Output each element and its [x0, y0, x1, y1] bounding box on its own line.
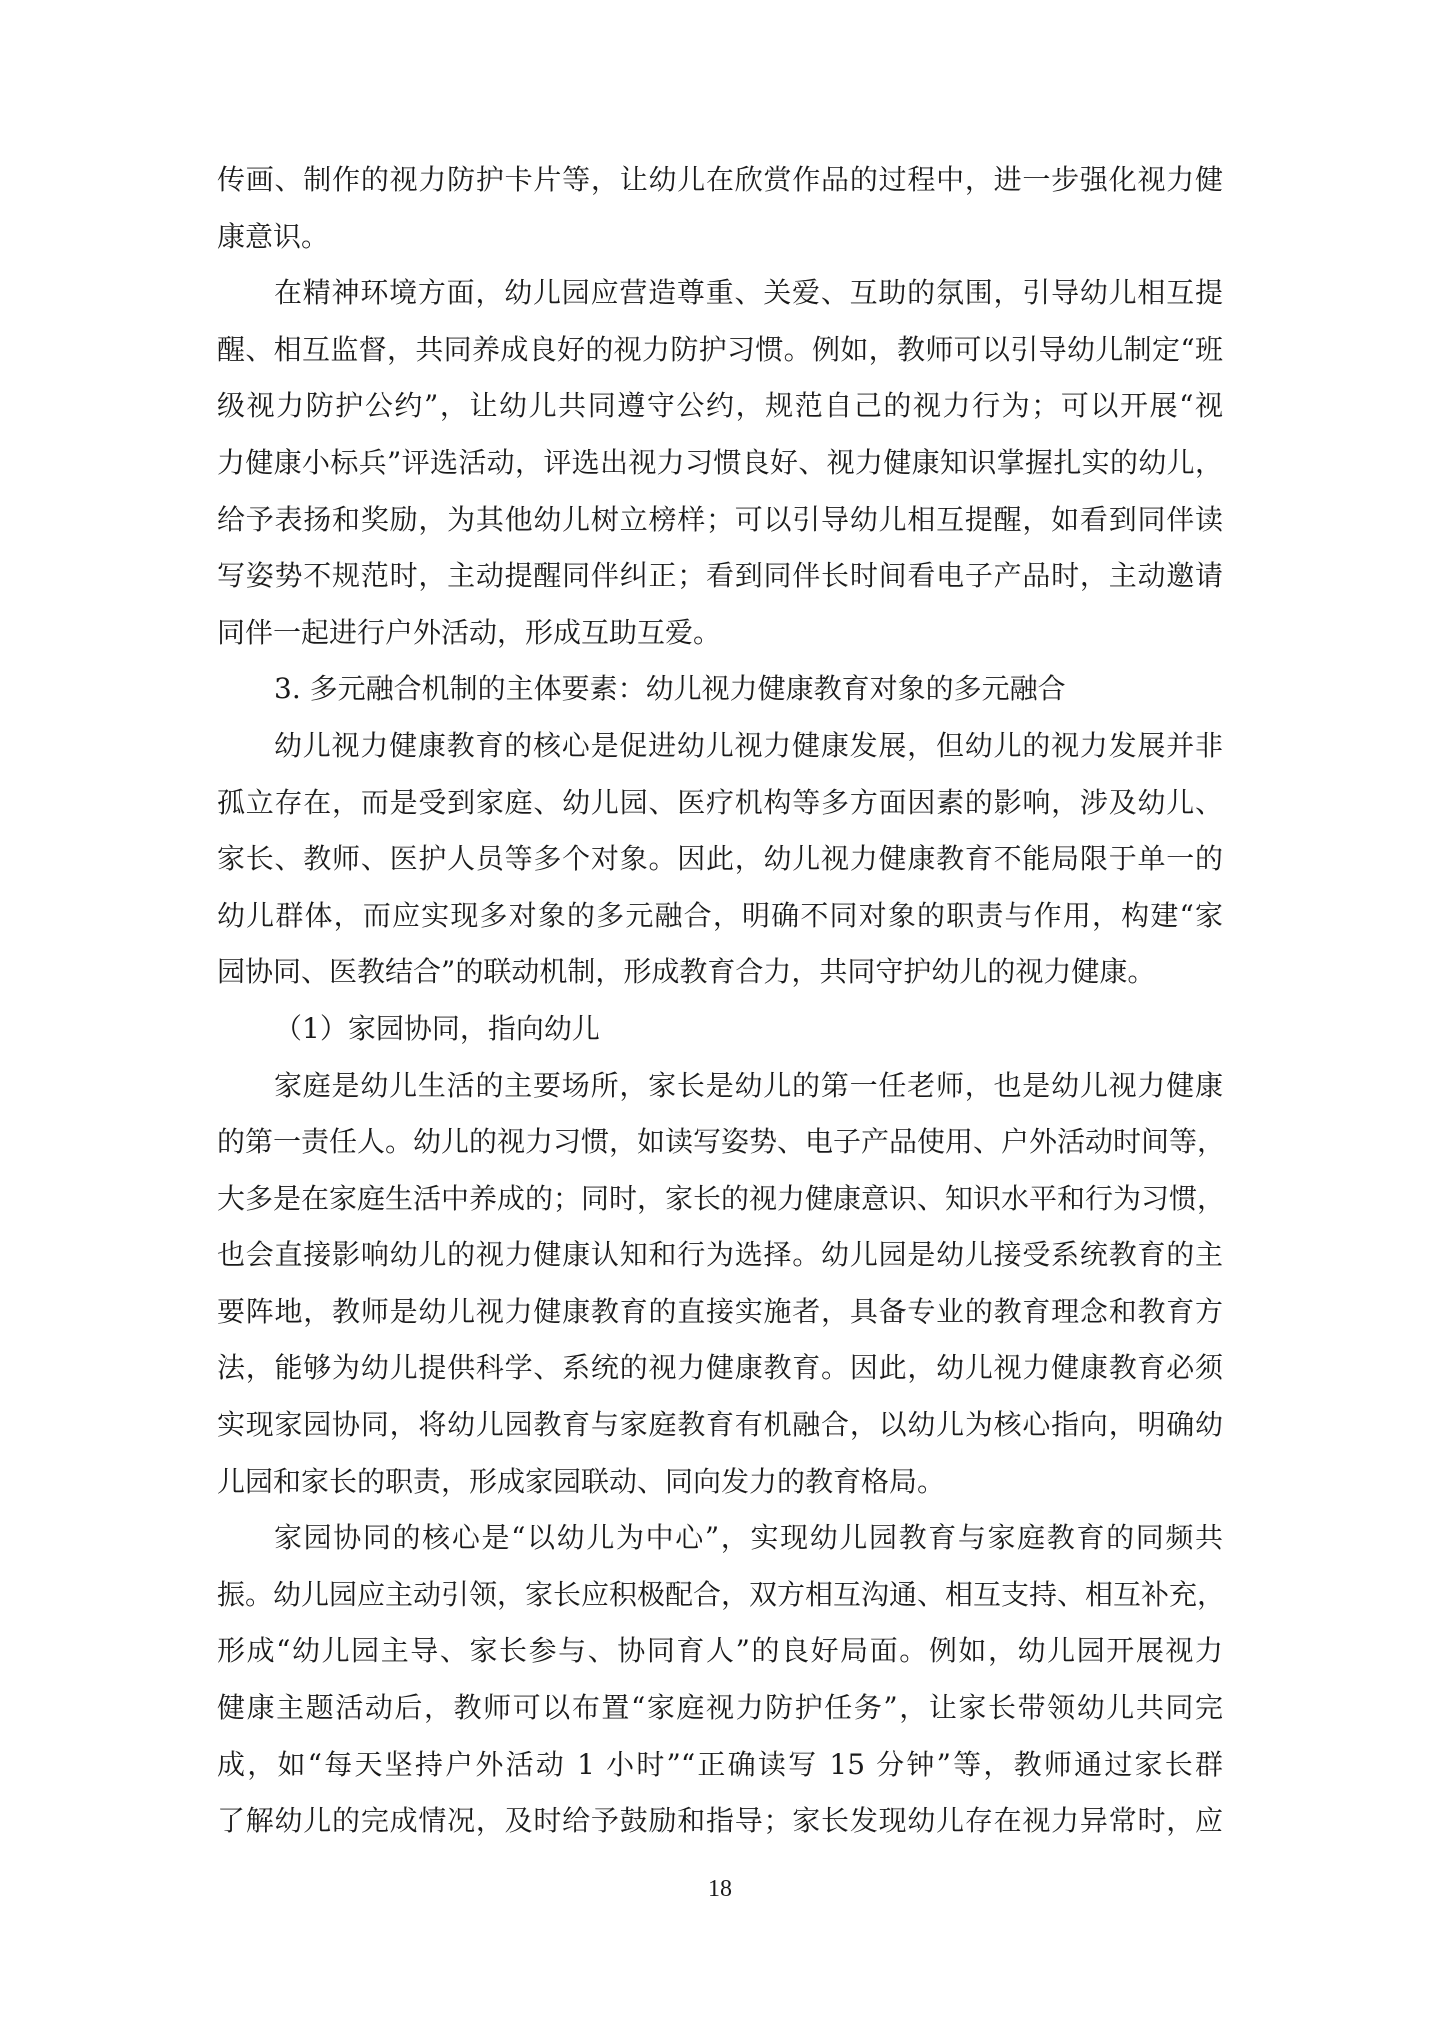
paragraph-start-line: 在精神环境方面，幼儿园应营造尊重、关爱、互助的氛围，引导幼儿相互提 [274, 276, 1223, 310]
text-line: 的第一责任人。幼儿的视力习惯，如读写姿势、电子产品使用、户外活动时间等， [217, 1125, 1226, 1159]
text-line: 形成“幼儿园主导、家长参与、协同育人”的良好局面。例如，幼儿园开展视力 [217, 1634, 1223, 1668]
page-number: 18 [708, 1876, 732, 1902]
text-line: 同伴一起进行户外活动，形成互助互爱。 [217, 615, 722, 649]
paragraph-start-line: 家园协同的核心是“以幼儿为中心”，实现幼儿园教育与家庭教育的同频共 [274, 1521, 1223, 1555]
text-line: 孤立存在，而是受到家庭、幼儿园、医疗机构等多方面因素的影响，涉及幼儿、 [217, 785, 1223, 819]
text-line: 写姿势不规范时，主动提醒同伴纠正；看到同伴长时间看电子产品时，主动邀请 [217, 559, 1223, 593]
text-line: 级视力防护公约”，让幼儿共同遵守公约，规范自己的视力行为；可以开展“视 [217, 389, 1223, 423]
text-line: 也会直接影响幼儿的视力健康认知和行为选择。幼儿园是幼儿接受系统教育的主 [217, 1238, 1223, 1272]
text-line: 力健康小标兵”评选活动，评选出视力习惯良好、视力健康知识掌握扎实的幼儿， [217, 445, 1223, 479]
text-line: 成，如“每天坚持户外活动 1 小时”“正确读写 15 分钟”等，教师通过家长群 [217, 1747, 1223, 1781]
paragraph-start-line: 幼儿视力健康教育的核心是促进幼儿视力健康发展，但幼儿的视力发展并非 [274, 728, 1223, 762]
subsection-heading: （1）家园协同，指向幼儿 [274, 1011, 600, 1045]
text-line: 园协同、医教结合”的联动机制，形成教育合力，共同守护幼儿的视力健康。 [217, 955, 1156, 989]
text-line: 健康主题活动后，教师可以布置“家庭视力防护任务”，让家长带领幼儿共同完 [217, 1691, 1223, 1725]
text-line: 醒、相互监督，共同养成良好的视力防护习惯。例如，教师可以引导幼儿制定“班 [217, 332, 1223, 366]
text-line: 康意识。 [217, 219, 330, 253]
body-text [217, 152, 1226, 1850]
text-line: 振。幼儿园应主动引领，家长应积极配合，双方相互沟通、相互支持、相互补充， [217, 1577, 1226, 1611]
paragraph-start-line: 家庭是幼儿生活的主要场所，家长是幼儿的第一任老师，也是幼儿视力健康 [274, 1068, 1223, 1102]
text-line: 儿园和家长的职责，形成家园联动、同向发力的教育格局。 [217, 1464, 946, 1498]
text-line: 家长、教师、医护人员等多个对象。因此，幼儿视力健康教育不能局限于单一的 [217, 842, 1223, 876]
text-line: 要阵地，教师是幼儿视力健康教育的直接实施者，具备专业的教育理念和教育方 [217, 1294, 1223, 1328]
text-line: 传画、制作的视力防护卡片等，让幼儿在欣赏作品的过程中，进一步强化视力健 [217, 163, 1223, 196]
text-line: 大多是在家庭生活中养成的；同时，家长的视力健康意识、知识水平和行为习惯， [217, 1181, 1226, 1215]
text-line: 法，能够为幼儿提供科学、系统的视力健康教育。因此，幼儿视力健康教育必须 [217, 1351, 1223, 1385]
text-line: 实现家园协同，将幼儿园教育与家庭教育有机融合，以幼儿为核心指向，明确幼 [217, 1408, 1223, 1442]
text-line: 给予表扬和奖励，为其他幼儿树立榜样；可以引导幼儿相互提醒，如看到同伴读 [217, 502, 1223, 536]
text-line: 了解幼儿的完成情况，及时给予鼓励和指导；家长发现幼儿存在视力异常时，应 [217, 1804, 1223, 1838]
section-heading: 3. 多元融合机制的主体要素：幼儿视力健康教育对象的多元融合 [274, 672, 1066, 706]
text-line: 幼儿群体，而应实现多对象的多元融合，明确不同对象的职责与作用，构建“家 [217, 898, 1223, 932]
